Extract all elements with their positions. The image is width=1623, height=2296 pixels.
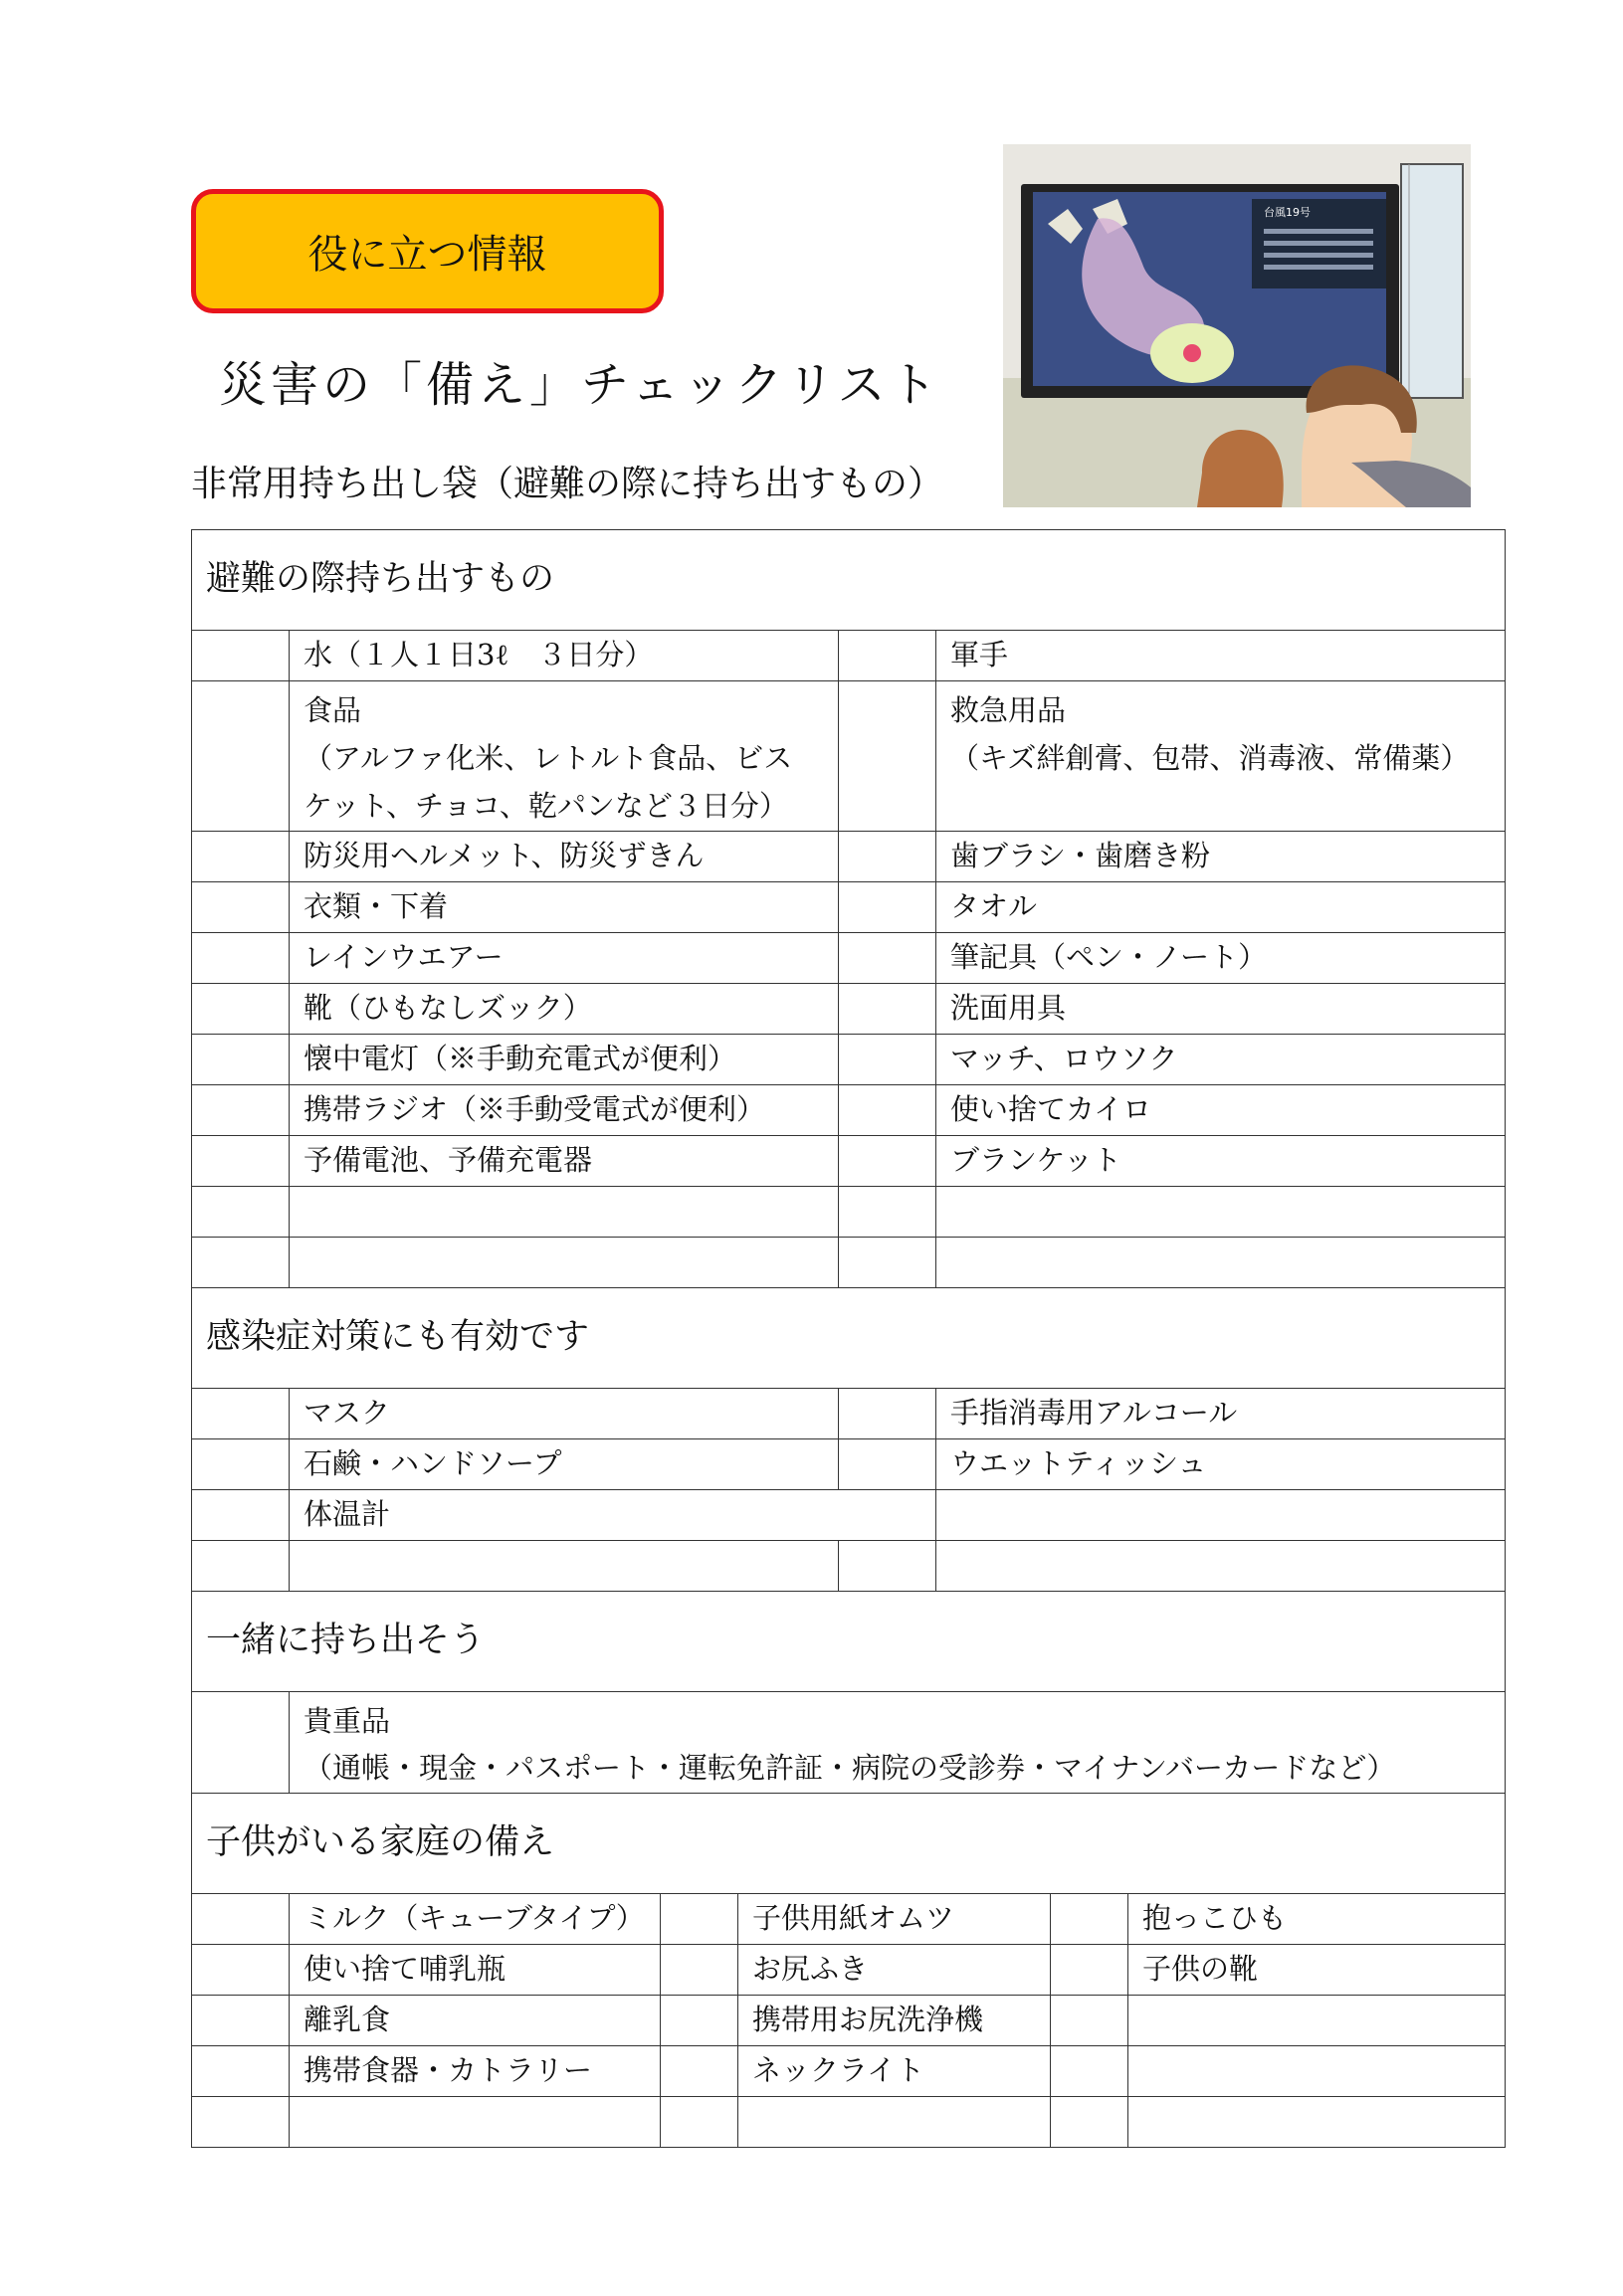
checklist — [191, 529, 1505, 2148]
item-label: 懐中電灯（※手動充電式が便利） — [290, 1034, 839, 1084]
table-row — [192, 983, 1506, 1034]
item-label: 予備電池、予備充電器 — [290, 1135, 839, 1186]
item-label: ウエットティッシュ — [936, 1438, 1506, 1489]
blank-cell[interactable] — [936, 1489, 1506, 1540]
table-row — [192, 932, 1506, 983]
check-box[interactable] — [839, 1135, 936, 1186]
blank-cell[interactable] — [290, 1186, 839, 1237]
item-label: 靴（ひもなしズック） — [290, 983, 839, 1034]
check-box[interactable] — [192, 1186, 290, 1237]
item-label: マッチ、ロウソク — [936, 1034, 1506, 1084]
item-label: 携帯食器・カトラリー — [290, 2045, 661, 2096]
check-box[interactable] — [192, 2045, 290, 2096]
table-row — [192, 1084, 1506, 1135]
check-box[interactable] — [1051, 1944, 1128, 1995]
table-row — [192, 681, 1506, 832]
check-box[interactable] — [1051, 2045, 1128, 2096]
check-box[interactable] — [192, 681, 290, 832]
item-label: ブランケット — [936, 1135, 1506, 1186]
blank-cell[interactable] — [1128, 1995, 1506, 2045]
check-box[interactable] — [192, 831, 290, 881]
item-label: 子供の靴 — [1128, 1944, 1506, 1995]
item-label: 食品 （アルファ化米、レトルト食品、ビス ケット、チョコ、乾パンなど３日分） — [290, 681, 839, 832]
check-box[interactable] — [661, 1944, 738, 1995]
table-row-empty — [192, 1237, 1506, 1287]
check-box[interactable] — [192, 1540, 290, 1591]
item-label: 衣類・下着 — [290, 881, 839, 932]
table-row — [192, 2045, 1506, 2096]
children-table — [191, 1793, 1506, 2148]
table-row — [192, 881, 1506, 932]
table-row — [192, 1034, 1506, 1084]
blank-cell[interactable] — [290, 1540, 839, 1591]
typhoon-center-icon — [1183, 344, 1201, 362]
check-box[interactable] — [839, 1034, 936, 1084]
check-box[interactable] — [192, 1489, 290, 1540]
item-label: レインウエアー — [290, 932, 839, 983]
check-box[interactable] — [839, 681, 936, 832]
check-box[interactable] — [839, 1540, 936, 1591]
item-label: 筆記具（ペン・ノート） — [936, 932, 1506, 983]
table-row-empty — [192, 2096, 1506, 2147]
item-label: マスク — [290, 1388, 839, 1438]
check-box[interactable] — [661, 1893, 738, 1944]
item-label: ネックライト — [738, 2045, 1051, 2096]
screen-label: 台風19号 — [1264, 206, 1311, 219]
check-box[interactable] — [661, 1995, 738, 2045]
table-row — [192, 831, 1506, 881]
check-box[interactable] — [192, 1438, 290, 1489]
item-label: お尻ふき — [738, 1944, 1051, 1995]
table-row — [192, 631, 1506, 681]
section-title-children: 子供がいる家庭の備え — [192, 1793, 1506, 1893]
item-label: 離乳食 — [290, 1995, 661, 2045]
check-box[interactable] — [192, 983, 290, 1034]
check-box[interactable] — [192, 1388, 290, 1438]
item-label: ミルク（キューブタイプ） — [290, 1893, 661, 1944]
check-box[interactable] — [839, 881, 936, 932]
item-label: 軍手 — [936, 631, 1506, 681]
table-row-empty — [192, 1186, 1506, 1237]
item-label: 抱っこひも — [1128, 1893, 1506, 1944]
check-box[interactable] — [192, 1893, 290, 1944]
check-box[interactable] — [839, 1438, 936, 1489]
check-box[interactable] — [192, 1237, 290, 1287]
item-label: 子供用紙オムツ — [738, 1893, 1051, 1944]
item-label: 洗面用具 — [936, 983, 1506, 1034]
section-title-evac: 避難の際持ち出すもの — [192, 530, 1506, 631]
item-label: 石鹸・ハンドソープ — [290, 1438, 839, 1489]
item-label: 体温計 — [290, 1489, 936, 1540]
item-label: 携帯ラジオ（※手動受電式が便利） — [290, 1084, 839, 1135]
table-row — [192, 1944, 1506, 1995]
item-label: 使い捨て哺乳瓶 — [290, 1944, 661, 1995]
check-box[interactable] — [192, 2096, 290, 2147]
check-box[interactable] — [192, 881, 290, 932]
table-row-empty — [192, 1540, 1506, 1591]
table-row — [192, 1893, 1506, 1944]
table-row — [192, 1995, 1506, 2045]
table-row — [192, 1135, 1506, 1186]
blank-cell[interactable] — [1128, 2096, 1506, 2147]
section-title-infection: 感染症対策にも有効です — [192, 1287, 1506, 1388]
check-box[interactable] — [661, 2096, 738, 2147]
blank-cell[interactable] — [936, 1540, 1506, 1591]
check-box[interactable] — [192, 1034, 290, 1084]
check-box[interactable] — [839, 1084, 936, 1135]
blank-cell[interactable] — [936, 1186, 1506, 1237]
info-badge-label: 役に立つ情報 — [307, 232, 547, 278]
typhoon-news-illustration — [1003, 144, 1471, 507]
check-box[interactable] — [661, 2045, 738, 2096]
table-row — [192, 1691, 1506, 1794]
page-subtitle: 非常用持ち出し袋（避難の際に持ち出すもの） — [191, 464, 944, 504]
table-row — [192, 1489, 1506, 1540]
blank-cell[interactable] — [290, 1237, 839, 1287]
item-label: 携帯用お尻洗浄機 — [738, 1995, 1051, 2045]
check-box[interactable] — [192, 932, 290, 983]
check-box[interactable] — [192, 1995, 290, 2045]
item-label: 貴重品 （通帳・現金・パスポート・運転免許証・病院の受診券・マイナンバーカードなど） — [290, 1691, 1506, 1794]
check-box[interactable] — [192, 1944, 290, 1995]
info-badge — [191, 189, 664, 313]
check-box[interactable] — [1051, 1893, 1128, 1944]
check-box[interactable] — [839, 631, 936, 681]
check-box[interactable] — [839, 1186, 936, 1237]
item-label: 水（１人１日3ℓ ３日分） — [290, 631, 839, 681]
item-label: 救急用品 （キズ絆創膏、包帯、消毒液、常備薬） — [936, 681, 1506, 832]
item-label: 手指消毒用アルコール — [936, 1388, 1506, 1438]
check-box[interactable] — [839, 932, 936, 983]
check-box[interactable] — [839, 831, 936, 881]
check-box[interactable] — [192, 1135, 290, 1186]
check-box[interactable] — [1051, 1995, 1128, 2045]
blank-cell[interactable] — [936, 1237, 1506, 1287]
table-row — [192, 1388, 1506, 1438]
check-box[interactable] — [839, 1237, 936, 1287]
blank-cell[interactable] — [1128, 2045, 1506, 2096]
item-label: 防災用ヘルメット、防災ずきん — [290, 831, 839, 881]
check-box[interactable] — [839, 983, 936, 1034]
item-label: 使い捨てカイロ — [936, 1084, 1506, 1135]
table-row — [192, 1438, 1506, 1489]
check-box[interactable] — [192, 1084, 290, 1135]
check-box[interactable] — [839, 1388, 936, 1438]
check-box[interactable] — [192, 1691, 290, 1794]
item-label: タオル — [936, 881, 1506, 932]
blank-cell[interactable] — [738, 2096, 1051, 2147]
check-box[interactable] — [1051, 2096, 1128, 2147]
section-title-together: 一緒に持ち出そう — [192, 1591, 1506, 1691]
check-box[interactable] — [192, 631, 290, 681]
blank-cell[interactable] — [290, 2096, 661, 2147]
checklist-table — [191, 529, 1506, 1794]
item-label: 歯ブラシ・歯磨き粉 — [936, 831, 1506, 881]
page-title: 災害の「備え」チェックリスト — [219, 357, 941, 413]
